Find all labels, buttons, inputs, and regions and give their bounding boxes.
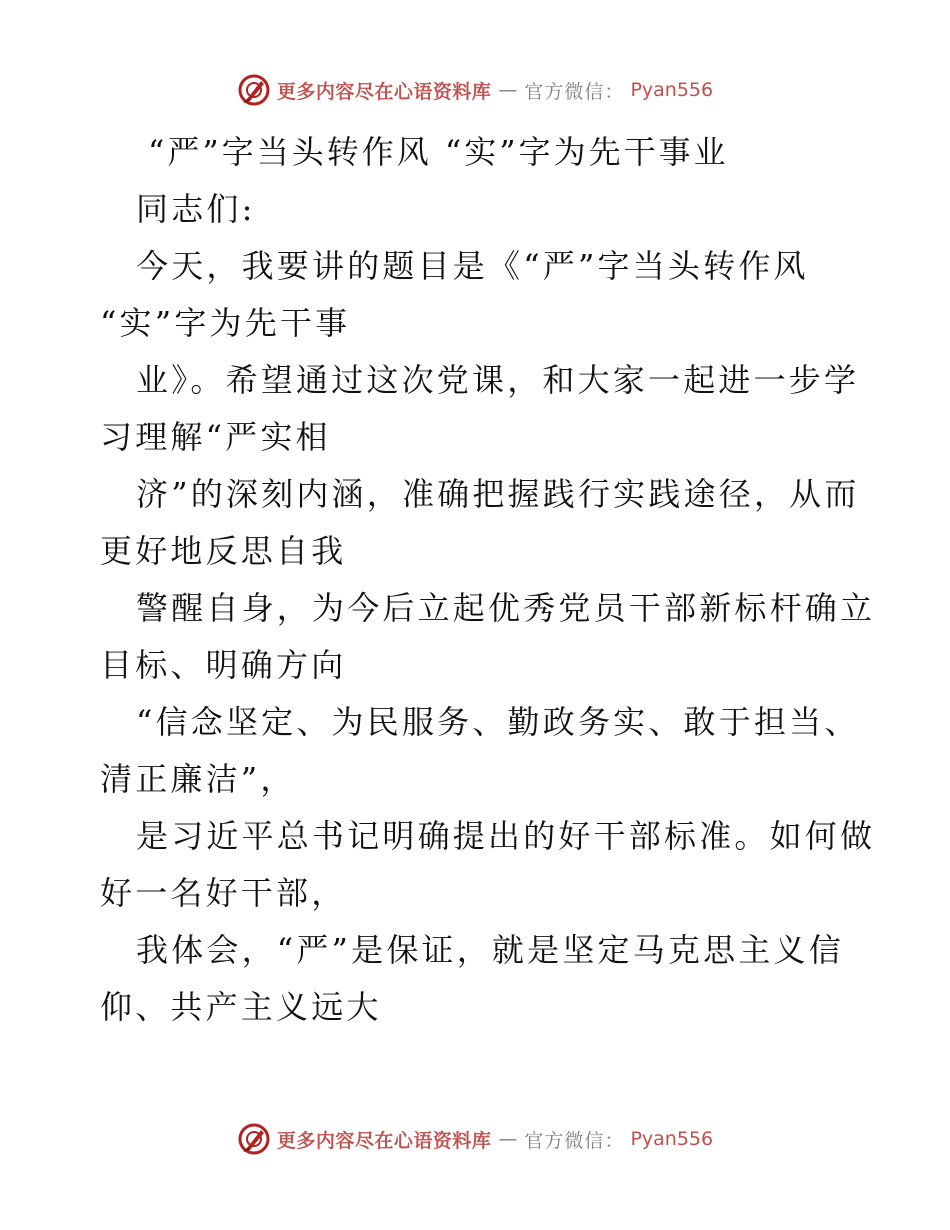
text-line: 业》。希望通过这次党课，和大家一起进一步学 bbox=[136, 361, 860, 399]
watermark-sub-text: 官方微信： bbox=[524, 80, 625, 103]
text-line: 今天，我要讲的题目是《“严”字当头转作风 bbox=[136, 247, 809, 285]
watermark-wechat-id: Pyan556 bbox=[630, 79, 714, 101]
watermark-dash: — bbox=[498, 1128, 518, 1150]
text-line: 目标、明确方向 bbox=[100, 646, 347, 684]
watermark-dash: — bbox=[498, 79, 518, 101]
logo-icon bbox=[237, 73, 271, 107]
text-line: “信念坚定、为民服务、勤政务实、敢于担当、 bbox=[136, 703, 860, 741]
document-title: “严”字当头转作风 “实”字为先干事业 bbox=[148, 133, 729, 171]
text-line: 习理解“严实相 bbox=[100, 418, 331, 456]
text-line: 是习近平总书记明确提出的好干部标准。如何做 bbox=[136, 817, 876, 855]
footer-watermark bbox=[0, 1119, 950, 1159]
header-watermark bbox=[0, 70, 950, 110]
watermark-sub-text: 官方微信： bbox=[524, 1129, 625, 1152]
logo-icon bbox=[237, 1122, 271, 1156]
text-line: “实”字为先干事 bbox=[100, 304, 351, 342]
text-line: 仰、共产主义远大 bbox=[100, 988, 382, 1026]
text-line: 清正廉洁”， bbox=[100, 760, 296, 798]
document-body bbox=[100, 124, 876, 1036]
text-line: 警醒自身，为今后立起优秀党员干部新标杆确立 bbox=[136, 589, 876, 627]
salutation: 同志们: bbox=[136, 190, 256, 228]
watermark-wechat-id: Pyan556 bbox=[630, 1128, 714, 1150]
watermark-main-text: 更多内容尽在心语资料库 bbox=[276, 1129, 492, 1152]
text-line: 我体会，“严”是保证，就是坚定马克思主义信 bbox=[136, 931, 844, 969]
text-line: 更好地反思自我 bbox=[100, 532, 347, 570]
text-line: 济”的深刻内涵，准确把握践行实践途径，从而 bbox=[136, 475, 860, 513]
text-line: 好一名好干部， bbox=[100, 874, 347, 912]
watermark-main-text: 更多内容尽在心语资料库 bbox=[276, 80, 492, 103]
